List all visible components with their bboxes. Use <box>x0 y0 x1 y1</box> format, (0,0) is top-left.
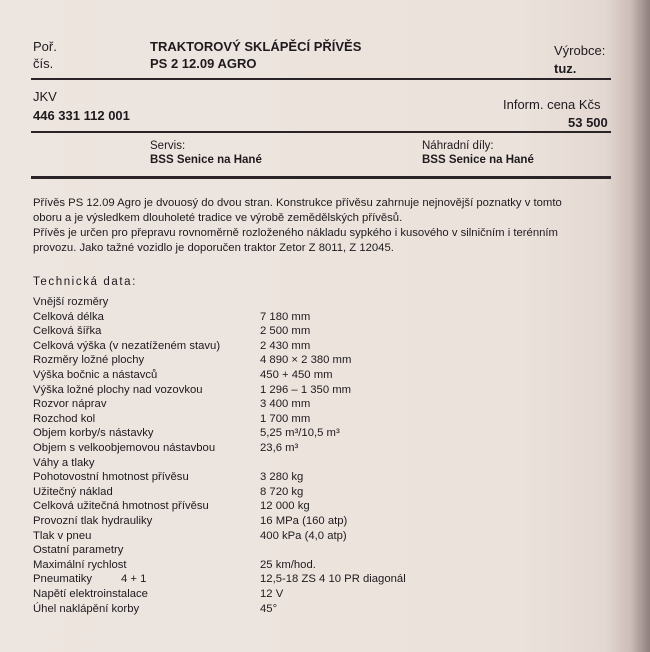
tech-data-value: 450 + 450 mm <box>260 369 333 381</box>
price-value: 53 500 <box>568 115 608 130</box>
intro-line-4: provozu. Jako tažné vozidlo je doporučen traktor Zetor Z 8011, Z 12045. <box>33 242 394 254</box>
tech-data-label: Celková délka <box>33 310 104 323</box>
tech-data-value: 2 500 mm <box>260 325 311 338</box>
tech-data-value: 23,6 m³ <box>260 442 299 454</box>
header-rule-3 <box>31 176 611 179</box>
tech-data-value: 12,5-18 ZS 4 10 PR diagonál <box>260 573 406 586</box>
intro-line-3: Přívěs je určen pro přepravu rovnoměrně rozloženého nákladu sypkého i kusového v silničním i terénním <box>33 227 558 239</box>
tech-data-label: Výška ložné plochy nad vozovkou <box>33 383 203 396</box>
tech-data-label: Objem korby/s nástavky <box>33 427 154 440</box>
tech-data-value: 16 MPa (160 atp) <box>260 515 348 527</box>
tech-data-label: Rozchod kol <box>33 412 96 425</box>
tech-data-label: Tlak v pneu <box>33 529 92 542</box>
tech-data-label: Úhel naklápění korby <box>33 602 140 615</box>
jkv-label: JKV <box>33 89 57 104</box>
tech-data-value: 1 296 – 1 350 mm <box>260 383 352 396</box>
tech-data-value: 45° <box>260 602 278 615</box>
servis-value: BSS Senice na Hané <box>150 154 262 166</box>
tech-data-label: Užitečný náklad <box>33 485 113 498</box>
tech-data-value: 2 430 mm <box>260 339 311 352</box>
por-label-2: čís. <box>33 56 54 71</box>
price-label: Inform. cena Kčs <box>503 97 601 112</box>
tech-data-value: 4 890 × 2 380 mm <box>260 354 352 367</box>
tech-data-label: Vnější rozměry <box>33 296 109 308</box>
por-label-1: Poř. <box>33 39 57 54</box>
tech-data-label: Provozní tlak hydrauliky <box>33 515 153 527</box>
intro-line-1: Přívěs PS 12.09 Agro je dvouosý do dvou stran. Konstrukce přívěsu zahrnuje nejnovější poznatky v tomto <box>33 197 562 209</box>
servis-label: Servis: <box>150 140 186 152</box>
tech-data-label: Ostatní parametry <box>33 544 124 557</box>
vyrobce-value: tuz. <box>554 61 577 76</box>
header-rule-1 <box>31 78 611 80</box>
tech-data-label: Pohotovostní hmotnost přívěsu <box>33 471 189 484</box>
parts-label: Náhradní díly: <box>422 140 494 152</box>
tech-data-label: Napětí elektroinstalace <box>33 588 148 600</box>
tech-data-value: 400 kPa (4,0 atp) <box>260 529 347 542</box>
header-rule-2 <box>31 131 611 133</box>
tech-data-value: 25 km/hod. <box>260 558 316 571</box>
tech-data-label: Váhy a tlaky <box>33 456 95 469</box>
vyrobce-label: Výrobce: <box>554 43 606 58</box>
tech-data-value: 12 V <box>260 588 284 600</box>
tech-data-value: 5,25 m³/10,5 m³ <box>260 427 340 440</box>
tech-data-label: Maximální rychlost <box>33 558 127 571</box>
tech-data-value: 7 180 mm <box>260 310 311 323</box>
jkv-value: 446 331 112 001 <box>33 108 130 123</box>
tech-data-value: 3 400 mm <box>260 398 311 411</box>
tech-data-label: Pneumatiky <box>33 573 93 586</box>
document-model: PS 2 12.09 AGRO <box>150 56 257 71</box>
tech-data-value: 12 000 kg <box>260 500 310 513</box>
tech-data-label: Výška bočnic a nástavců <box>33 369 158 381</box>
tech-data-label: Celková výška (v nezatíženém stavu) <box>33 339 221 352</box>
tech-data-value: 1 700 mm <box>260 412 311 425</box>
tech-data-label: Celková užitečná hmotnost přívěsu <box>33 500 209 513</box>
intro-line-2: oboru a je výsledkem dlouholeté tradice ve výrobě zemědělských přívěsů. <box>33 212 403 224</box>
tech-data-label: Objem s velkoobjemovou nástavbou <box>33 442 216 454</box>
tech-data-mid: 4 + 1 <box>121 573 147 586</box>
tech-data-value: 8 720 kg <box>260 485 304 498</box>
tech-data-heading: Technická data: <box>33 276 137 288</box>
tech-data-label: Celková šířka <box>33 325 102 338</box>
document-title: TRAKTOROVÝ SKLÁPĚCÍ PŘÍVĚS <box>150 39 362 54</box>
tech-data-label: Rozměry ložné plochy <box>33 354 145 367</box>
tech-data-label: Rozvor náprav <box>33 398 107 411</box>
tech-data-value: 3 280 kg <box>260 471 304 484</box>
parts-value: BSS Senice na Hané <box>422 154 534 166</box>
